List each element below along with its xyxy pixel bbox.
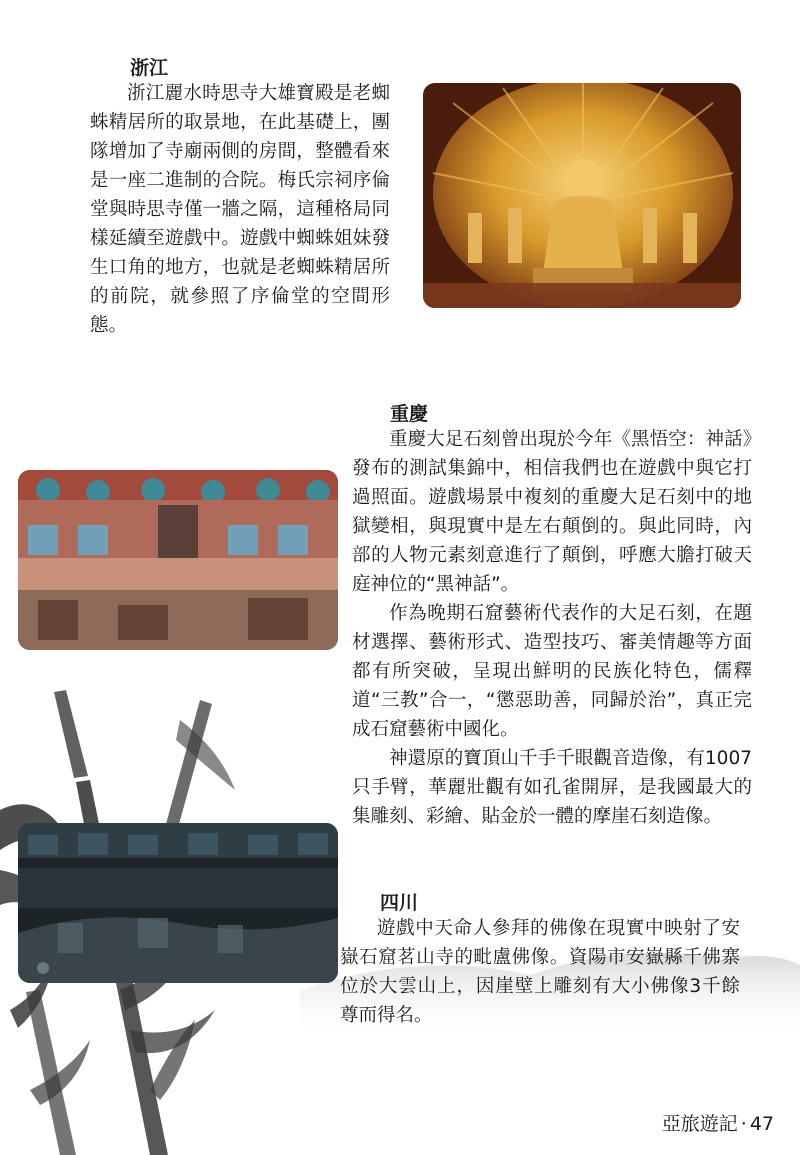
- magazine-name: 亞旅遊記: [661, 1113, 738, 1135]
- page-number: 47: [749, 1113, 774, 1135]
- page-footer: [662, 1109, 774, 1136]
- photo-dazu-rock-carvings: [18, 470, 338, 650]
- heading-sichuan: 四川: [380, 892, 419, 914]
- heading-zhejiang: 浙江: [130, 57, 169, 79]
- paragraph-chongqing-1: 重慶大足石刻曾出現於今年《黑悟空：神話》發布的測試集錦中，相信我們也在遊戲中與它打過照面。遊戲場景中複刻的重慶大足石刻中的地獄變相，與現實中是左右顛倒的。與此同時，內部的人物元素刻意進行了顛倒，呼應大膽打破天庭神位的“黑神話”。: [352, 429, 752, 595]
- footer-separator: ·: [740, 1113, 747, 1135]
- paragraph-chongqing-2: 作為晚期石窟藝術代表作的大足石刻，在題材選擇、藝術形式、造型技巧、審美情趣等方面都有所突破，呈現出鮮明的民族化特色，儒釋道“三教”合一，“懲惡助善，同歸於治”，真正完成石窟藝術中國化。: [352, 603, 752, 740]
- photo-thousand-hand-guanyin: [423, 83, 741, 308]
- paragraph-chongqing-3: 神還原的寶頂山千手千眼觀音造像，有1007只手臂，華麗壯觀有如孔雀開屏，是我國最大的集雕刻、彩繪、貼金於一體的摩崖石刻造像。: [352, 748, 752, 827]
- paragraph-sichuan: 遊戲中天命人參拜的佛像在現實中映射了安嶽石窟茗山寺的毗盧佛像。資陽市安嶽縣千佛寨位於大雲山上，因崖壁上雕刻有大小佛像3千餘尊而得名。: [340, 918, 740, 1026]
- photo-game-scene-dark: [18, 823, 338, 983]
- heading-chongqing: 重慶: [390, 403, 429, 425]
- paragraph-zhejiang: 浙江麗水時思寺大雄寶殿是老蜘蛛精居所的取景地，在此基礎上，團隊增加了寺廟兩側的房間，整體看來是一座二進制的合院。梅氏宗祠序倫堂與時思寺僅一牆之隔，這種格局同樣延續至遊戲中。遊戲中蜘蛛姐妹發生口角的地方，也就是老蜘蛛精居所的前院，就參照了序倫堂的空間形態。: [90, 83, 390, 336]
